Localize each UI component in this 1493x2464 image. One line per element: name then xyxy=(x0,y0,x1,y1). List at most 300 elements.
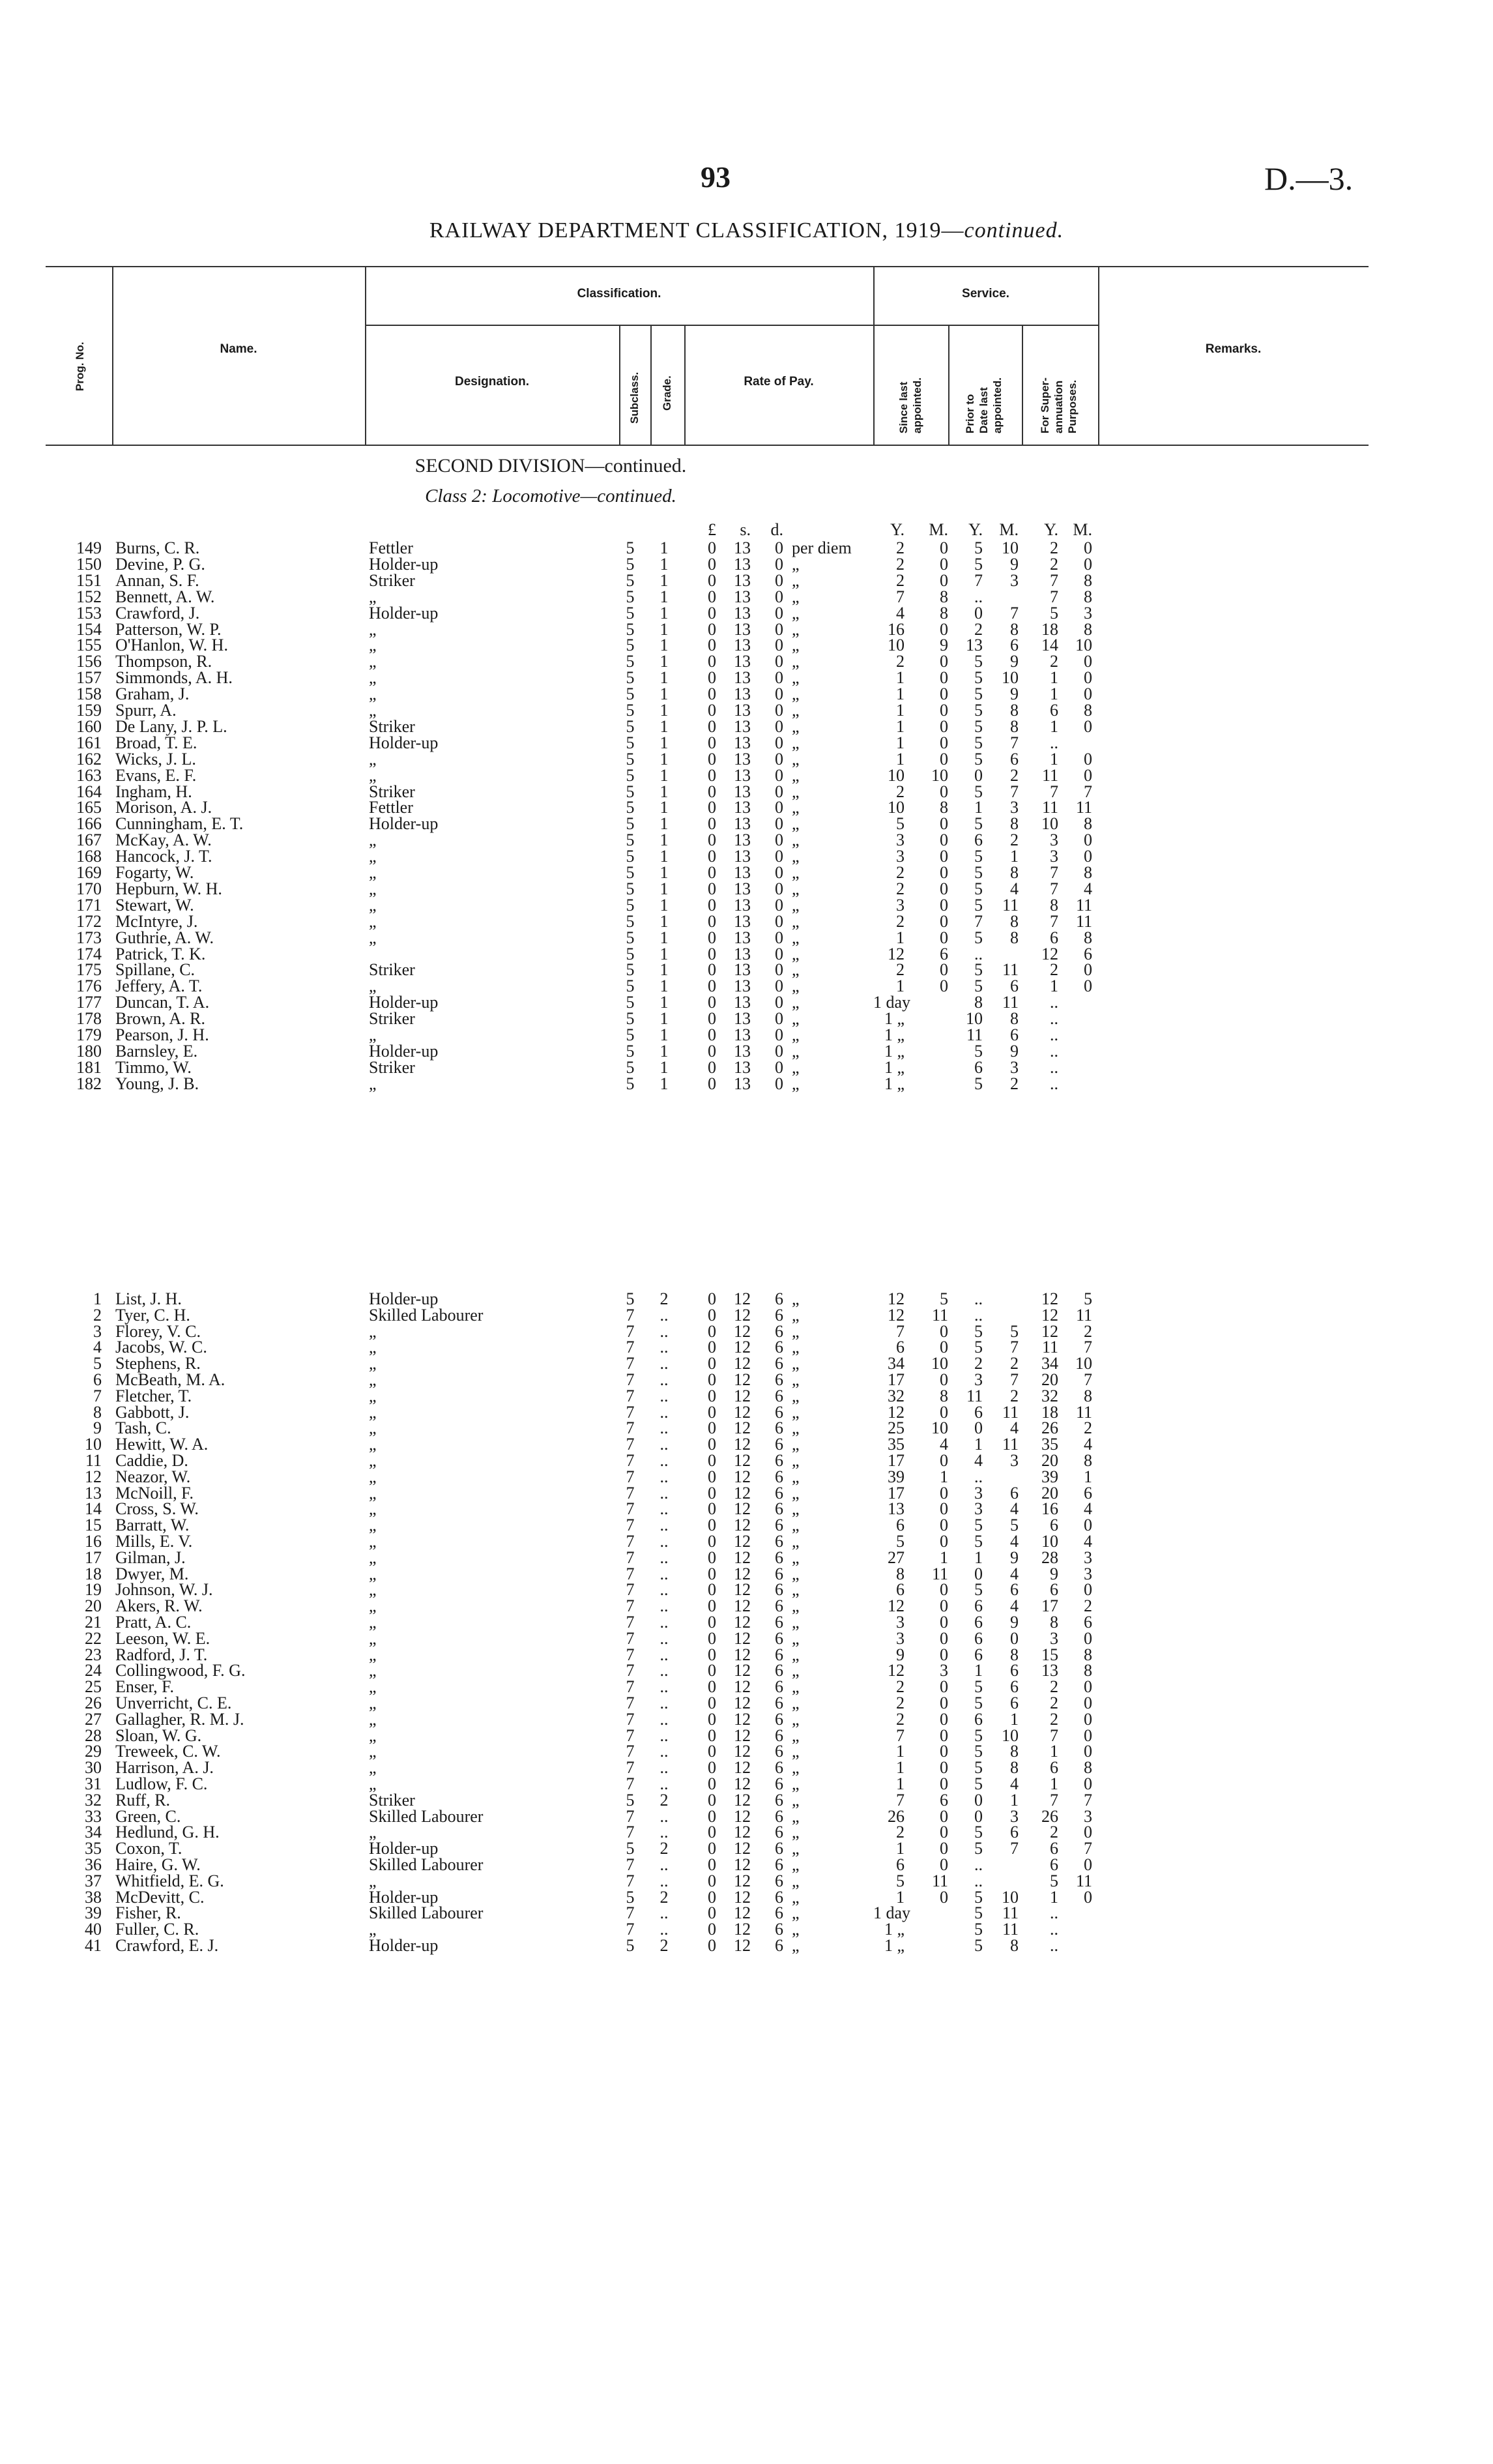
since-months-cell: 0 xyxy=(940,1321,948,1341)
since-months-cell: 0 xyxy=(940,1742,948,1761)
pence-cell: 0 xyxy=(775,1025,783,1044)
pounds-cell: 0 xyxy=(708,944,716,963)
per-cell: „ xyxy=(792,1839,800,1858)
pence-cell: 0 xyxy=(775,684,783,704)
super-months-cell: 11 xyxy=(1075,895,1092,915)
designation-cell: „ xyxy=(369,1580,377,1600)
prior-months-cell: 6 xyxy=(1010,1025,1019,1044)
grade-cell: 1 xyxy=(660,1057,669,1077)
prog-no-cell: 24 xyxy=(85,1661,102,1680)
subclass-cell: 7 xyxy=(626,1354,635,1373)
super-years-cell: 6 xyxy=(1050,1758,1058,1778)
table-row xyxy=(0,1059,1493,1076)
prior-years-cell: 6 xyxy=(974,1628,983,1648)
designation-cell: „ xyxy=(369,1467,377,1486)
subclass-cell: 7 xyxy=(626,1564,635,1583)
per-cell: „ xyxy=(792,1467,800,1486)
pence-cell: 6 xyxy=(775,1628,783,1648)
pence-cell: 0 xyxy=(775,765,783,785)
pence-cell: 6 xyxy=(775,1936,783,1955)
super-months-cell: 8 xyxy=(1084,863,1092,882)
super-months-cell: 11 xyxy=(1075,1871,1092,1890)
pence-cell: 0 xyxy=(775,619,783,639)
shillings-cell: 12 xyxy=(734,1887,751,1907)
super-months-cell: 7 xyxy=(1084,1790,1092,1810)
super-months-cell: 0 xyxy=(1084,749,1092,769)
since-years-cell: 2 xyxy=(896,782,905,801)
per-cell: „ xyxy=(792,1774,800,1793)
prior-years-cell: 7 xyxy=(974,570,983,590)
grade-cell: .. xyxy=(660,1628,669,1648)
super-months-cell: 3 xyxy=(1084,1806,1092,1826)
shillings-cell: 12 xyxy=(734,1645,751,1664)
prior-months-cell: 2 xyxy=(1010,1074,1019,1093)
pounds-cell: 0 xyxy=(708,570,716,590)
pounds-cell: 0 xyxy=(708,782,716,801)
prog-no-cell: 176 xyxy=(76,976,102,996)
designation-cell: „ xyxy=(369,1321,377,1341)
super-months-cell: 0 xyxy=(1084,847,1092,866)
subclass-cell: 5 xyxy=(626,570,635,590)
subclass-cell: 5 xyxy=(626,944,635,963)
pence-cell: 6 xyxy=(775,1855,783,1874)
since-years-cell: 1 xyxy=(896,1887,905,1907)
super-years-cell: 6 xyxy=(1050,701,1058,720)
table-row xyxy=(0,1533,1493,1549)
table-row xyxy=(0,1027,1493,1043)
pence-cell: 6 xyxy=(775,1532,783,1551)
grade-cell: 1 xyxy=(660,847,669,866)
grade-cell: .. xyxy=(660,1694,669,1712)
prog-no-cell: 150 xyxy=(76,554,102,574)
since-years-cell: 1 „ xyxy=(884,1025,905,1044)
prior-years-cell: 5 xyxy=(974,701,983,720)
pounds-cell: 0 xyxy=(708,911,716,931)
pounds-cell: 0 xyxy=(708,1338,716,1357)
since-years-cell: 2 xyxy=(896,570,905,590)
shillings-cell: 12 xyxy=(734,1547,751,1567)
grade-cell: 1 xyxy=(660,814,669,834)
name-cell: McKay, A. W. xyxy=(115,830,212,850)
per-cell: „ xyxy=(792,603,800,623)
prior-years-cell: 5 xyxy=(974,1725,983,1745)
per-cell: „ xyxy=(792,668,800,688)
pounds-cell: 0 xyxy=(708,733,716,752)
prior-years-cell: .. xyxy=(974,1467,983,1486)
super-years-cell: 8 xyxy=(1050,895,1058,915)
prior-months-cell: 5 xyxy=(1010,1516,1019,1535)
designation-cell: „ xyxy=(369,1499,377,1519)
name-cell: List, J. H. xyxy=(115,1289,182,1308)
since-months-cell: 0 xyxy=(940,911,948,931)
prog-no-cell: 173 xyxy=(76,928,102,947)
subclass-cell: 7 xyxy=(626,1677,635,1697)
designation-cell: Holder-up xyxy=(369,1839,439,1858)
since-years-cell: 1 xyxy=(896,1758,905,1778)
super-months-cell: 0 xyxy=(1084,1855,1092,1874)
name-cell: Pratt, A. C. xyxy=(115,1613,192,1632)
pence-cell: 0 xyxy=(775,895,783,915)
subclass-cell: 5 xyxy=(626,814,635,834)
since-months-cell: 10 xyxy=(931,1354,948,1373)
name-cell: Whitfield, E. G. xyxy=(115,1871,224,1890)
pence-cell: 0 xyxy=(775,847,783,866)
designation-cell: Striker xyxy=(369,1057,415,1077)
pounds-cell: 0 xyxy=(708,1305,716,1325)
table-row xyxy=(0,1517,1493,1533)
since-months-cell: 0 xyxy=(940,1855,948,1874)
since-months-cell: 0 xyxy=(940,1516,948,1535)
since-years-cell: 7 xyxy=(896,1321,905,1341)
name-cell: Morison, A. J. xyxy=(115,798,212,817)
units-row xyxy=(0,521,1493,538)
since-years-cell: 16 xyxy=(888,619,905,639)
pence-cell: 6 xyxy=(775,1516,783,1535)
table-row xyxy=(0,1388,1493,1404)
subclass-cell: 7 xyxy=(626,1596,635,1616)
prior-months-cell: 3 xyxy=(1010,1057,1019,1077)
shillings-cell: 12 xyxy=(734,1903,751,1923)
name-cell: Gabbott, J. xyxy=(115,1402,190,1422)
per-cell: „ xyxy=(792,1305,800,1325)
prog-no-cell: 160 xyxy=(76,716,102,736)
prog-no-cell: 6 xyxy=(93,1370,102,1389)
pence-cell: 0 xyxy=(775,1074,783,1093)
subclass-cell: 5 xyxy=(626,1790,635,1810)
name-cell: Burns, C. R. xyxy=(115,538,200,557)
super-years-cell: 5 xyxy=(1050,603,1058,623)
name-cell: Unverricht, C. E. xyxy=(115,1694,232,1712)
prior-months-cell: 9 xyxy=(1010,1547,1019,1567)
table-row xyxy=(0,1921,1493,1937)
super-months-cell: 2 xyxy=(1084,1596,1092,1616)
grade-cell: 1 xyxy=(660,538,669,557)
super-months-cell: 8 xyxy=(1084,1451,1092,1470)
header-rate-of-pay: Rate of Pay. xyxy=(744,375,814,389)
unit-months-since: M. xyxy=(929,520,948,539)
pence-cell: 0 xyxy=(775,749,783,769)
super-months-cell: 8 xyxy=(1084,701,1092,720)
pence-cell: 6 xyxy=(775,1806,783,1826)
name-cell: Akers, R. W. xyxy=(115,1596,203,1616)
prior-months-cell: 1 xyxy=(1010,1709,1019,1729)
table-row xyxy=(0,897,1493,913)
subclass-cell: 7 xyxy=(626,1871,635,1890)
grade-cell: .. xyxy=(660,1451,669,1470)
prior-years-cell: 8 xyxy=(974,993,983,1012)
super-months-cell: 2 xyxy=(1084,1321,1092,1341)
pounds-cell: 0 xyxy=(708,1790,716,1810)
table-row xyxy=(0,1323,1493,1340)
pence-cell: 6 xyxy=(775,1289,783,1308)
per-cell: „ xyxy=(792,749,800,769)
prog-no-cell: 7 xyxy=(93,1386,102,1405)
grade-cell: 1 xyxy=(660,960,669,980)
prog-no-cell: 151 xyxy=(76,570,102,590)
pence-cell: 6 xyxy=(775,1694,783,1712)
table-row xyxy=(0,1076,1493,1092)
super-years-cell: 11 xyxy=(1041,765,1058,785)
subclass-cell: 7 xyxy=(626,1580,635,1600)
pounds-cell: 0 xyxy=(708,1370,716,1389)
pounds-cell: 0 xyxy=(708,1483,716,1503)
super-months-cell: 8 xyxy=(1084,1386,1092,1405)
prior-years-cell: 5 xyxy=(974,1839,983,1858)
shillings-cell: 12 xyxy=(734,1774,751,1793)
pence-cell: 0 xyxy=(775,960,783,980)
per-cell: „ xyxy=(792,895,800,915)
prog-no-cell: 40 xyxy=(85,1920,102,1939)
designation-cell: „ xyxy=(369,1645,377,1664)
name-cell: Radford, J. T. xyxy=(115,1645,208,1664)
prior-years-cell: 6 xyxy=(974,1402,983,1422)
shillings-cell: 13 xyxy=(734,847,751,866)
prior-years-cell: 5 xyxy=(974,1758,983,1778)
name-cell: Neazor, W. xyxy=(115,1467,191,1486)
grade-cell: 1 xyxy=(660,1041,669,1061)
name-cell: Mills, E. V. xyxy=(115,1532,193,1551)
per-cell: „ xyxy=(792,1887,800,1907)
super-years-cell: 35 xyxy=(1041,1435,1058,1454)
prior-years-cell: 5 xyxy=(974,749,983,769)
prog-no-cell: 164 xyxy=(76,782,102,801)
pence-cell: 6 xyxy=(775,1321,783,1341)
super-years-cell: 2 xyxy=(1050,960,1058,980)
since-years-cell: 1 xyxy=(896,976,905,996)
designation-cell: „ xyxy=(369,895,377,915)
since-years-cell: 1 xyxy=(896,1742,905,1761)
prog-no-cell: 10 xyxy=(85,1435,102,1454)
prior-years-cell: 2 xyxy=(974,1354,983,1373)
prior-years-cell: .. xyxy=(974,1855,983,1874)
pence-cell: 0 xyxy=(775,538,783,557)
designation-cell: Holder-up xyxy=(369,1936,439,1955)
table-row xyxy=(0,540,1493,556)
shillings-cell: 12 xyxy=(734,1790,751,1810)
pence-cell: 0 xyxy=(775,993,783,1012)
prog-no-cell: 177 xyxy=(76,993,102,1012)
prior-years-cell: 4 xyxy=(974,1451,983,1470)
subclass-cell: 5 xyxy=(626,1936,635,1955)
pounds-cell: 0 xyxy=(708,1402,716,1422)
subclass-cell: 5 xyxy=(626,798,635,817)
grade-cell: 1 xyxy=(660,668,669,688)
super-years-cell: 13 xyxy=(1041,1661,1058,1680)
prior-years-cell: 1 xyxy=(974,1435,983,1454)
pounds-cell: 0 xyxy=(708,895,716,915)
super-years-cell: 20 xyxy=(1041,1483,1058,1503)
grade-cell: 1 xyxy=(660,749,669,769)
since-years-cell: 1 xyxy=(896,1839,905,1858)
pence-cell: 6 xyxy=(775,1920,783,1939)
subclass-cell: 5 xyxy=(626,701,635,720)
pence-cell: 6 xyxy=(775,1839,783,1858)
designation-cell: „ xyxy=(369,587,377,606)
subclass-cell: 7 xyxy=(626,1402,635,1422)
shillings-cell: 13 xyxy=(734,1009,751,1029)
pounds-cell: 0 xyxy=(708,603,716,623)
since-months-cell: 0 xyxy=(940,1499,948,1519)
since-months-cell: 10 xyxy=(931,1418,948,1438)
name-cell: Treweek, C. W. xyxy=(115,1742,221,1761)
since-months-cell: 6 xyxy=(940,944,948,963)
per-cell: „ xyxy=(792,1451,800,1470)
super-months-cell: 6 xyxy=(1084,1613,1092,1632)
table-row xyxy=(0,1630,1493,1647)
prog-no-cell: 15 xyxy=(85,1516,102,1535)
prog-no-cell: 161 xyxy=(76,733,102,752)
name-cell: McBeath, M. A. xyxy=(115,1370,225,1389)
since-months-cell: 0 xyxy=(940,668,948,688)
prior-months-cell: 8 xyxy=(1010,911,1019,931)
header-prog-no: Prog. No. xyxy=(74,342,86,391)
subclass-cell: 7 xyxy=(626,1305,635,1325)
subclass-cell: 5 xyxy=(626,928,635,947)
subclass-cell: 5 xyxy=(626,782,635,801)
prior-months-cell: 10 xyxy=(1002,1725,1019,1745)
name-cell: Simmonds, A. H. xyxy=(115,668,233,688)
shillings-cell: 13 xyxy=(734,895,751,915)
prior-years-cell: 5 xyxy=(974,976,983,996)
header-service: Service. xyxy=(962,287,1009,301)
prior-months-cell: 5 xyxy=(1010,1321,1019,1341)
per-cell: „ xyxy=(792,830,800,850)
header-top-rule xyxy=(46,266,1369,267)
super-years-cell: .. xyxy=(1050,1057,1058,1077)
prog-no-cell: 12 xyxy=(85,1467,102,1486)
designation-cell: Striker xyxy=(369,960,415,980)
since-months-cell: 0 xyxy=(940,684,948,704)
prior-months-cell: 8 xyxy=(1010,701,1019,720)
super-months-cell: 8 xyxy=(1084,619,1092,639)
shillings-cell: 13 xyxy=(734,636,751,655)
per-cell: „ xyxy=(792,1823,800,1842)
pounds-cell: 0 xyxy=(708,993,716,1012)
name-cell: De Lany, J. P. L. xyxy=(115,716,227,736)
shillings-cell: 13 xyxy=(734,814,751,834)
prog-no-cell: 158 xyxy=(76,684,102,704)
since-years-cell: 6 xyxy=(896,1338,905,1357)
name-cell: Spillane, C. xyxy=(115,960,196,980)
name-cell: Collingwood, F. G. xyxy=(115,1661,246,1680)
prior-years-cell: 2 xyxy=(974,619,983,639)
designation-cell: „ xyxy=(369,1920,377,1939)
since-months-cell: 0 xyxy=(940,749,948,769)
prog-no-cell: 18 xyxy=(85,1564,102,1583)
since-months-cell: 0 xyxy=(940,1402,948,1422)
subsection-heading xyxy=(0,486,1101,507)
table-row xyxy=(0,669,1493,686)
shillings-cell: 12 xyxy=(734,1920,751,1939)
prior-years-cell: 1 xyxy=(974,798,983,817)
super-months-cell: 0 xyxy=(1084,830,1092,850)
super-years-cell: .. xyxy=(1050,1920,1058,1939)
shillings-cell: 13 xyxy=(734,684,751,704)
designation-cell: „ xyxy=(369,1074,377,1093)
subclass-cell: 7 xyxy=(626,1613,635,1632)
pence-cell: 6 xyxy=(775,1645,783,1664)
prior-months-cell: 4 xyxy=(1010,1418,1019,1438)
super-months-cell: 0 xyxy=(1084,668,1092,688)
super-months-cell: 4 xyxy=(1084,1532,1092,1551)
subclass-cell: 5 xyxy=(626,684,635,704)
per-cell: „ xyxy=(792,1742,800,1761)
pence-cell: 0 xyxy=(775,863,783,882)
since-months-cell: 0 xyxy=(940,1532,948,1551)
per-cell: „ xyxy=(792,1628,800,1648)
prog-no-cell: 175 xyxy=(76,960,102,980)
prior-years-cell: 6 xyxy=(974,1645,983,1664)
prog-no-cell: 13 xyxy=(85,1483,102,1503)
per-cell: „ xyxy=(792,960,800,980)
pounds-cell: 0 xyxy=(708,1694,716,1712)
super-months-cell: 0 xyxy=(1084,554,1092,574)
table-row xyxy=(0,718,1493,735)
header-subclass: Subclass. xyxy=(628,372,641,424)
per-cell: „ xyxy=(792,1289,800,1308)
super-months-cell: 11 xyxy=(1075,1305,1092,1325)
shillings-cell: 13 xyxy=(734,765,751,785)
super-years-cell: 7 xyxy=(1050,911,1058,931)
table-row xyxy=(0,864,1493,881)
designation-cell: „ xyxy=(369,652,377,671)
prior-years-cell: 5 xyxy=(974,814,983,834)
super-months-cell: 0 xyxy=(1084,976,1092,996)
designation-cell: „ xyxy=(369,1532,377,1551)
since-years-cell: 1 „ xyxy=(884,1920,905,1939)
prog-no-cell: 36 xyxy=(85,1855,102,1874)
super-years-cell: .. xyxy=(1050,1041,1058,1061)
shillings-cell: 13 xyxy=(734,1074,751,1093)
prior-months-cell: 11 xyxy=(1002,1903,1019,1923)
table-row xyxy=(0,1808,1493,1825)
pence-cell: 6 xyxy=(775,1742,783,1761)
prior-months-cell: 8 xyxy=(1010,1758,1019,1778)
prior-months-cell: 3 xyxy=(1010,798,1019,817)
table-row xyxy=(0,1371,1493,1388)
super-years-cell: .. xyxy=(1050,1936,1058,1955)
designation-cell: „ xyxy=(369,1516,377,1535)
prior-months-cell: 6 xyxy=(1010,1661,1019,1680)
name-cell: Barnsley, E. xyxy=(115,1041,198,1061)
prog-no-cell: 154 xyxy=(76,619,102,639)
unit-months-prior: M. xyxy=(999,520,1019,539)
per-cell: „ xyxy=(792,1871,800,1890)
subclass-cell: 7 xyxy=(626,1661,635,1680)
table-row xyxy=(0,832,1493,848)
super-months-cell: 0 xyxy=(1084,1677,1092,1697)
shillings-cell: 12 xyxy=(734,1370,751,1389)
super-years-cell: 6 xyxy=(1050,1839,1058,1858)
super-years-cell: 1 xyxy=(1050,976,1058,996)
since-months-cell: 0 xyxy=(940,1596,948,1616)
name-cell: Tyer, C. H. xyxy=(115,1305,190,1325)
prior-years-cell: 5 xyxy=(974,960,983,980)
designation-cell: Skilled Labourer xyxy=(369,1855,484,1874)
subclass-cell: 7 xyxy=(626,1806,635,1826)
name-cell: Annan, S. F. xyxy=(115,570,199,590)
pence-cell: 6 xyxy=(775,1613,783,1632)
since-months-cell: 0 xyxy=(940,1725,948,1745)
prior-months-cell: 6 xyxy=(1010,1677,1019,1697)
table-row xyxy=(0,1501,1493,1517)
shillings-cell: 12 xyxy=(734,1613,751,1632)
table-row xyxy=(0,1614,1493,1630)
subclass-cell: 7 xyxy=(626,1547,635,1567)
designation-cell: Skilled Labourer xyxy=(369,1305,484,1325)
name-cell: Florey, V. C. xyxy=(115,1321,201,1341)
pounds-cell: 0 xyxy=(708,1677,716,1697)
